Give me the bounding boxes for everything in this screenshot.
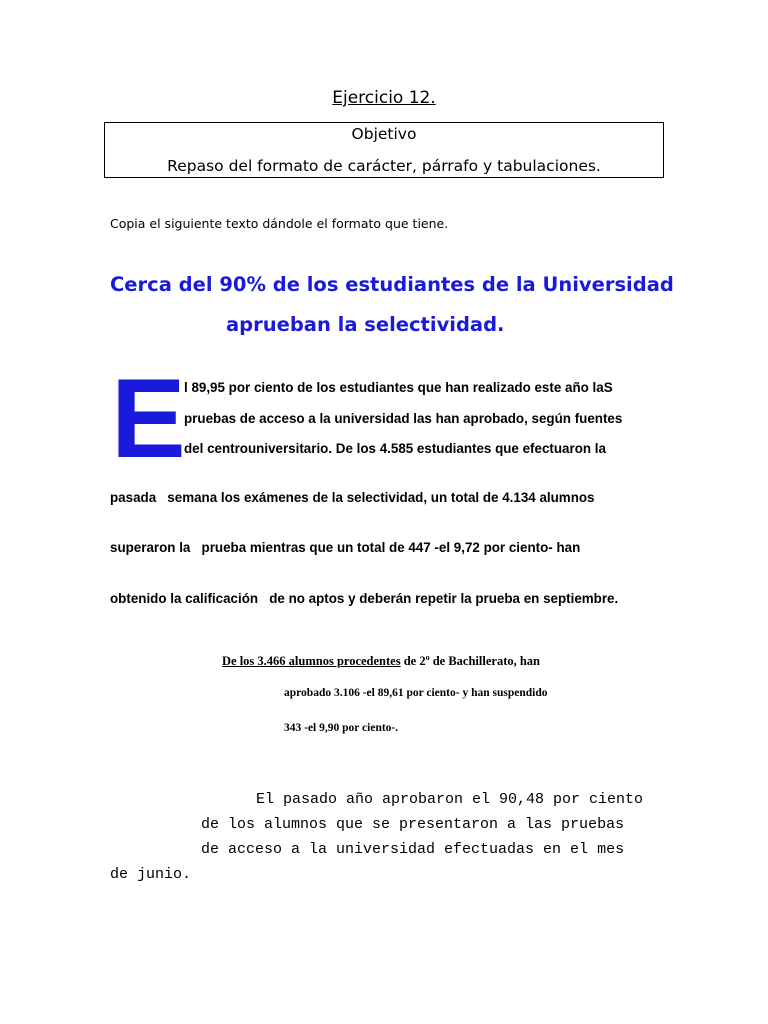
serif-line-1 bbox=[222, 650, 540, 669]
body-line-6: obtenido la calificación de no aptos y deberán repetir la prueba en septiembre. bbox=[110, 591, 619, 606]
headline-line-2: aprueban la selectividad. bbox=[226, 313, 505, 336]
body-line-5: superaron la prueba mientras que un total de 447 -el 9,72 por ciento- han bbox=[110, 540, 581, 555]
body-line-2: pruebas de acceso a la universidad las han aprobado, según fuentes bbox=[184, 411, 623, 426]
instruction-text: Copia el siguiente texto dándole el formato que tiene. bbox=[110, 216, 449, 231]
ordinal-superscript: o bbox=[425, 653, 430, 662]
body-line-3: del centrouniversitario. De los 4.585 estudiantes que efectuaron la bbox=[184, 441, 606, 456]
objective-box bbox=[104, 122, 664, 178]
headline-line-1: Cerca del 90% de los estudiantes de la Universidad bbox=[110, 273, 674, 296]
objective-heading: Objetivo bbox=[351, 125, 417, 143]
body-line-4: pasada semana los exámenes de la selectividad, un total de 4.134 alumnos bbox=[110, 490, 595, 505]
drop-cap-letter: E bbox=[111, 356, 186, 481]
mono-line-1: El pasado año aprobaron el 90,48 por ciento bbox=[256, 791, 644, 808]
mono-line-2: de los alumnos que se presentaron a las pruebas bbox=[201, 816, 625, 833]
serif-line-1-rest: de 2 bbox=[400, 654, 426, 669]
serif-line-1-underlined: De los 3.466 alumnos procedentes bbox=[222, 654, 401, 669]
serif-line-2: aprobado 3.106 -el 89,61 por ciento- y han suspendido bbox=[284, 687, 548, 699]
mono-line-4: de junio. bbox=[110, 866, 192, 883]
mono-line-3: de acceso a la universidad efectuadas en el mes bbox=[201, 841, 625, 858]
objective-text: Repaso del formato de carácter, párrafo y tabulaciones. bbox=[167, 157, 601, 175]
exercise-title: Ejercicio 12. bbox=[332, 88, 436, 108]
body-line-1: l 89,95 por ciento de los estudiantes que han realizado este año laS bbox=[184, 380, 613, 395]
serif-line-1-end: de Bachillerato, han bbox=[429, 654, 541, 669]
serif-line-3: 343 -el 9,90 por ciento-. bbox=[284, 722, 399, 734]
